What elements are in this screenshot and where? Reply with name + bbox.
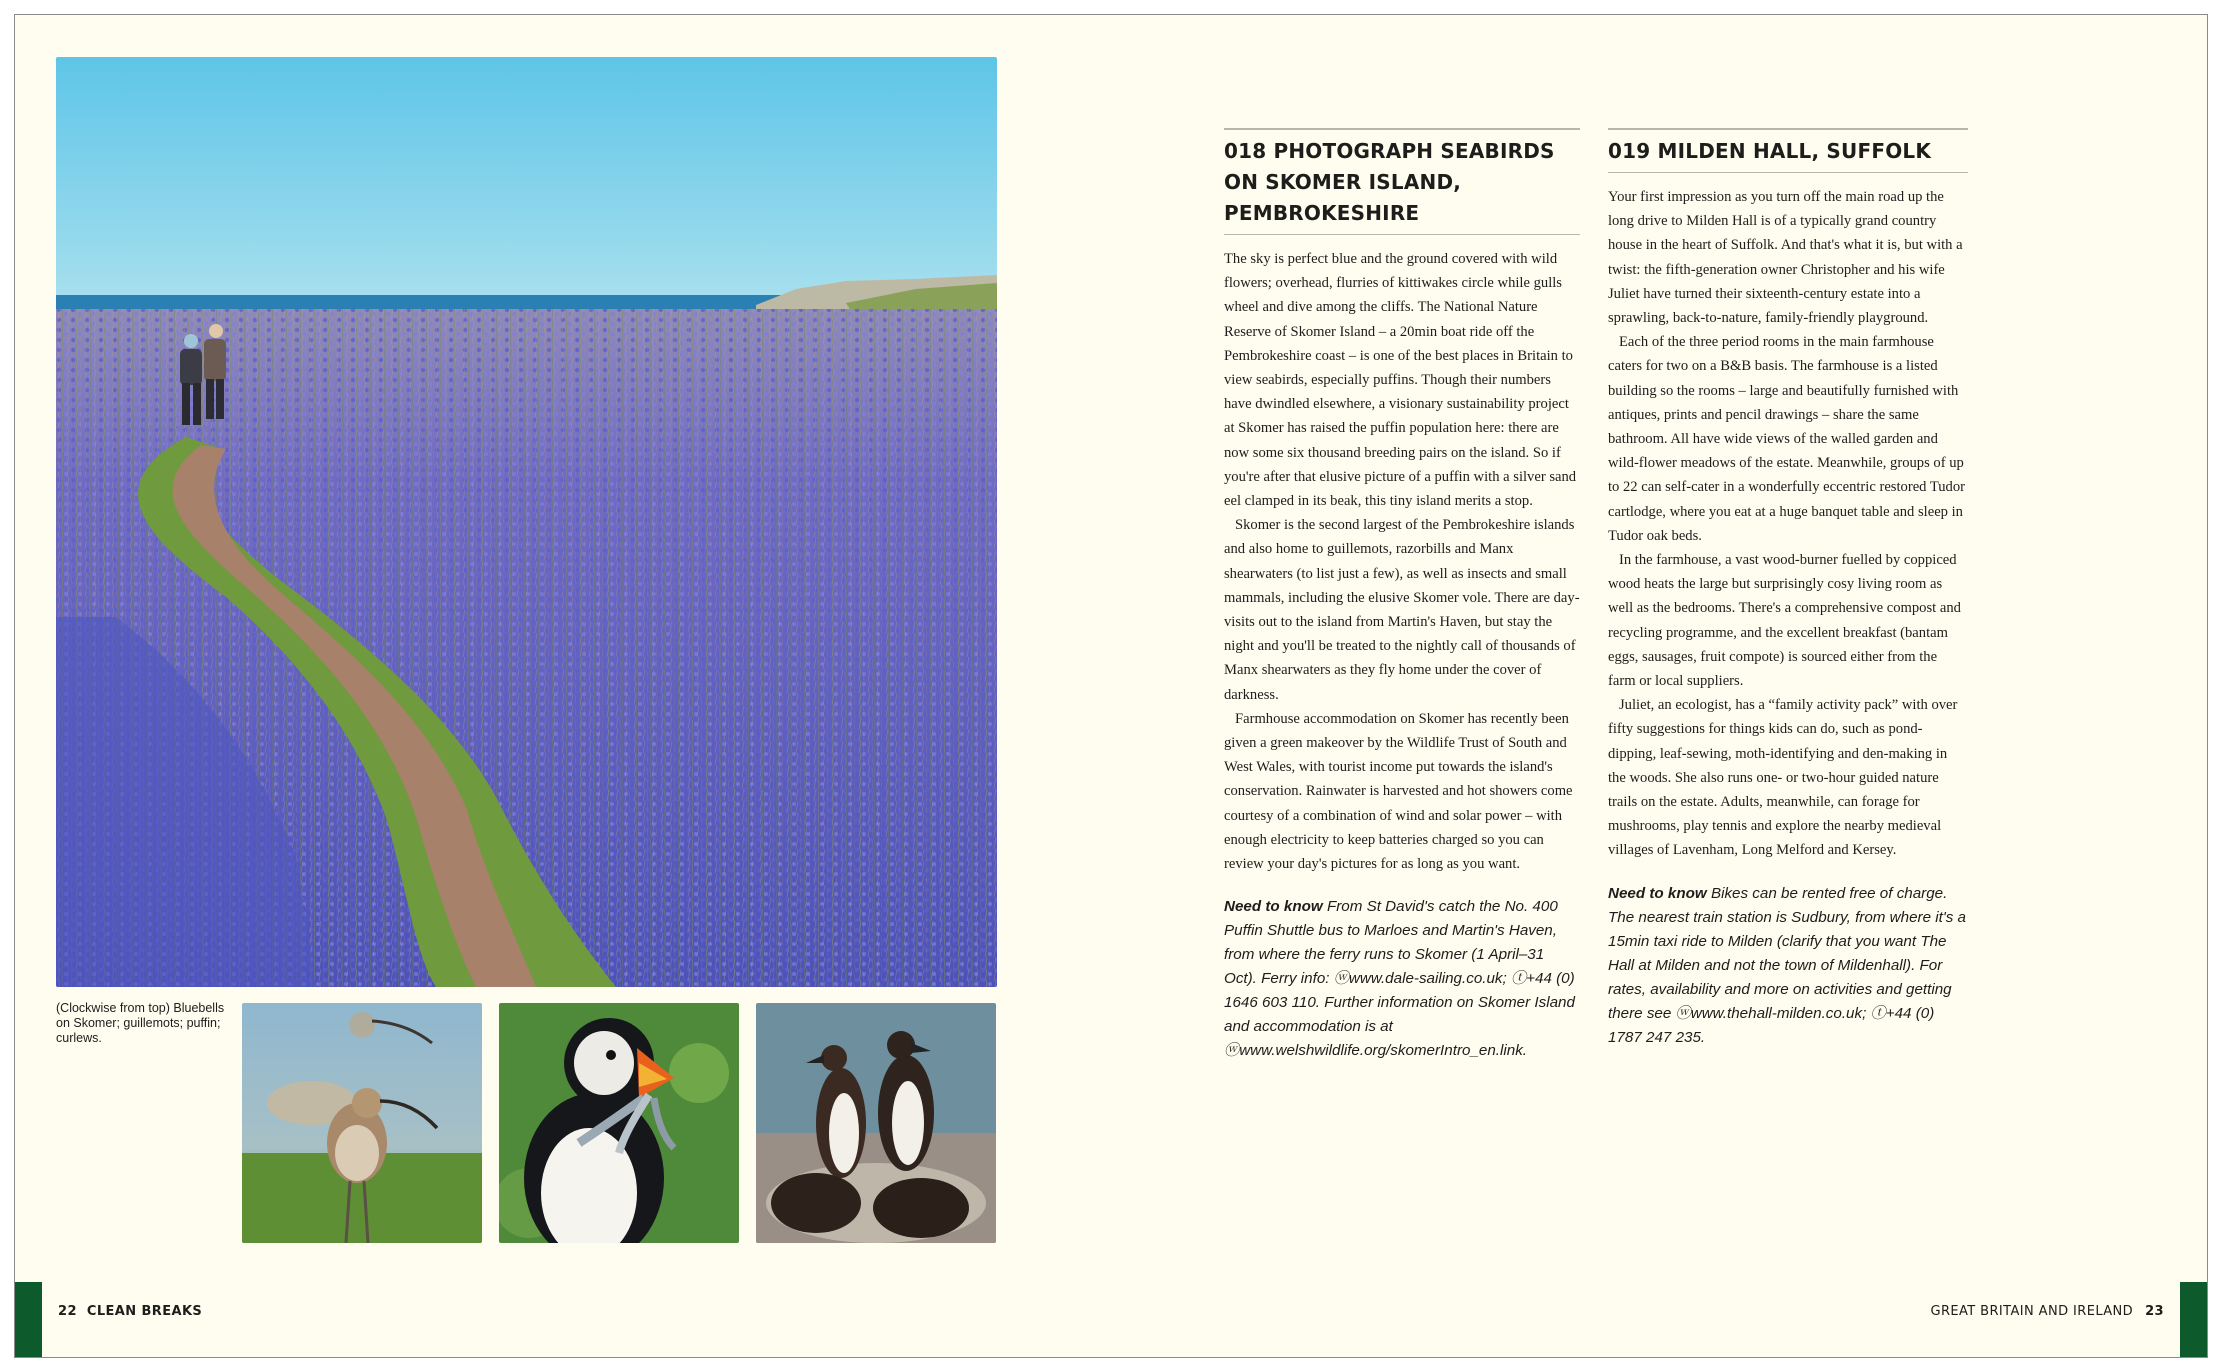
heading-bottom-rule xyxy=(1224,234,1580,235)
section-title-right: GREAT BRITAIN AND IRELAND xyxy=(1930,1304,2134,1319)
thumb-photo-puffin xyxy=(499,1003,739,1243)
heading-line: ON SKOMER ISLAND, xyxy=(1224,170,1462,194)
body-paragraph: Juliet, an ecologist, has a “family activity pack” with over fifty suggestions for things kids can do, such as pond-dipping, leaf-sewing, moth-identifying and den-making in the woods. She also runs one- or two-hour guided nature trails on the estate. Adults, meanwhile, can forage for mushrooms, play tennis and explore the nearby medieval villages of Lavenham, Long Melford and Kersey. xyxy=(1608,697,1958,859)
left-page-tab xyxy=(14,1282,42,1358)
article-018 xyxy=(1224,128,1580,1063)
thumb-photo-guillemots xyxy=(756,1003,996,1243)
curlews-illustration xyxy=(242,1003,482,1243)
body-paragraph: The sky is perfect blue and the ground covered with wild flowers; overhead, flurries of kittiwakes circle while gulls wheel and dive among the cliffs. The National Nature Reserve of Skomer Island – a 20min boat ride off the Pembrokeshire coast – is one of the best places in Britain to view seabirds, especially puffins. Though their numbers have dwindled elsewhere, a visionary sustainability project at Skomer has raised the puffin population here: there are now some six thousand breeding pairs on the island. So if you're after that elusive picture of a puffin with a silver sand eel clamped in its beak, this tiny island merits a stop. xyxy=(1224,251,1577,510)
heading-top-rule xyxy=(1608,128,1968,130)
need-to-know-label: Need to know xyxy=(1224,898,1323,916)
body-paragraph: Farmhouse accommodation on Skomer has recently been given a green makeover by the Wildlife Trust of South and West Wales, with tourist income put towards the island's conservation. Rainwater is harvested and hot showers come courtesy of a combination of wind and solar power – with enough electricity to keep batteries charged so you can review your day's pictures for as long as you want. xyxy=(1224,710,1573,873)
heading-bottom-rule xyxy=(1608,172,1968,173)
right-folio xyxy=(1931,1304,2165,1319)
page-number-left: 22 xyxy=(58,1304,77,1319)
right-page-tab xyxy=(2180,1282,2208,1358)
body-paragraph: Each of the three period rooms in the main farmhouse caters for two on a B&B basis. The farmhouse is a listed building so the rooms – large and beautifully furnished with antiques, prints and pencil drawings – share the same bathroom. All have wide views of the walled garden and wild-flower meadows of the estate. Meanwhile, groups of up to 22 can self-cater in a wonderfully eccentric restored Tudor cartlodge, where you eat at a huge banquet table and sleep in Tudor oak beds. xyxy=(1608,334,1966,544)
article-019 xyxy=(1608,128,1968,1050)
section-title-left: CLEAN BREAKS xyxy=(86,1304,203,1319)
guillemots-illustration xyxy=(756,1003,996,1243)
article-018-heading xyxy=(1224,136,1580,229)
need-to-know-label: Need to know xyxy=(1608,884,1707,902)
page-number-right: 23 xyxy=(2145,1304,2164,1319)
book-spread xyxy=(14,14,2208,1358)
article-019-body xyxy=(1608,185,1968,863)
left-folio xyxy=(58,1304,202,1319)
bluebell-meadow-illustration xyxy=(56,57,997,987)
heading-top-rule xyxy=(1224,128,1580,130)
heading-line: 019 MILDEN HALL, SUFFOLK xyxy=(1608,139,1932,163)
article-019-heading xyxy=(1608,136,1968,167)
hero-photo-bluebells xyxy=(56,57,997,987)
body-paragraph: Your first impression as you turn off the main road up the long drive to Milden Hall is of a typically grand country house in the heart of Suffolk. And that's what it is, but with a twist: the fifth-generation owner Christopher and his wife Juliet have turned their sixteenth-century estate into a sprawling, back-to-nature, family-friendly playground. xyxy=(1608,189,1963,327)
body-paragraph: In the farmhouse, a vast wood-burner fuelled by coppiced wood heats the large but surprisingly cosy living room as well as the bedrooms. There's a comprehensive compost and recycling programme, and the excellent breakfast (bantam eggs, sausages, fruit compote) is sourced either from the farm or local suppliers. xyxy=(1608,552,1961,690)
puffin-illustration xyxy=(499,1003,739,1243)
need-to-know-019 xyxy=(1608,882,1968,1050)
heading-line: PEMBROKESHIRE xyxy=(1224,201,1420,225)
thumb-photo-curlews xyxy=(242,1003,482,1243)
need-to-know-018 xyxy=(1224,895,1580,1063)
need-to-know-text: Bikes can be rented free of charge. The nearest train station is Sudbury, from where it's a 15min taxi ride to Milden (clarify that you want The Hall at Milden and not the town of Mildenhall). For rates, availability and more on activities and getting there see ⓦwww.thehall-milden.co.uk; ⓣ+44 (0) 1787 247 235. xyxy=(1608,884,1966,1046)
photo-caption: (Clockwise from top) Bluebells on Skomer; guillemots; puffin; curlews. xyxy=(56,1001,225,1045)
article-018-body xyxy=(1224,247,1580,876)
heading-line: 018 PHOTOGRAPH SEABIRDS xyxy=(1224,139,1555,163)
body-paragraph: Skomer is the second largest of the Pembrokeshire islands and also home to guillemots, razorbills and Manx shearwaters (to list just a few), as well as insects and small mammals, including the elusive Skomer vole. There are day-visits out to the island from Martin's Haven, but stay the night and you'll be treated to the nightly call of thousands of Manx shearwaters as they fly home under the cover of darkness. xyxy=(1224,517,1580,703)
need-to-know-text: From St David's catch the No. 400 Puffin Shuttle bus to Marloes and Martin's Haven, from where the ferry runs to Skomer (1 April–31 Oct). Ferry info: ⓦwww.dale-sailing.co.uk; ⓣ+44 (0) 1646 603 110. Further information on Skomer Island and accommodation is at ⓦwww.welshwildlife.org/skomerIntro_en.link. xyxy=(1224,898,1575,1060)
